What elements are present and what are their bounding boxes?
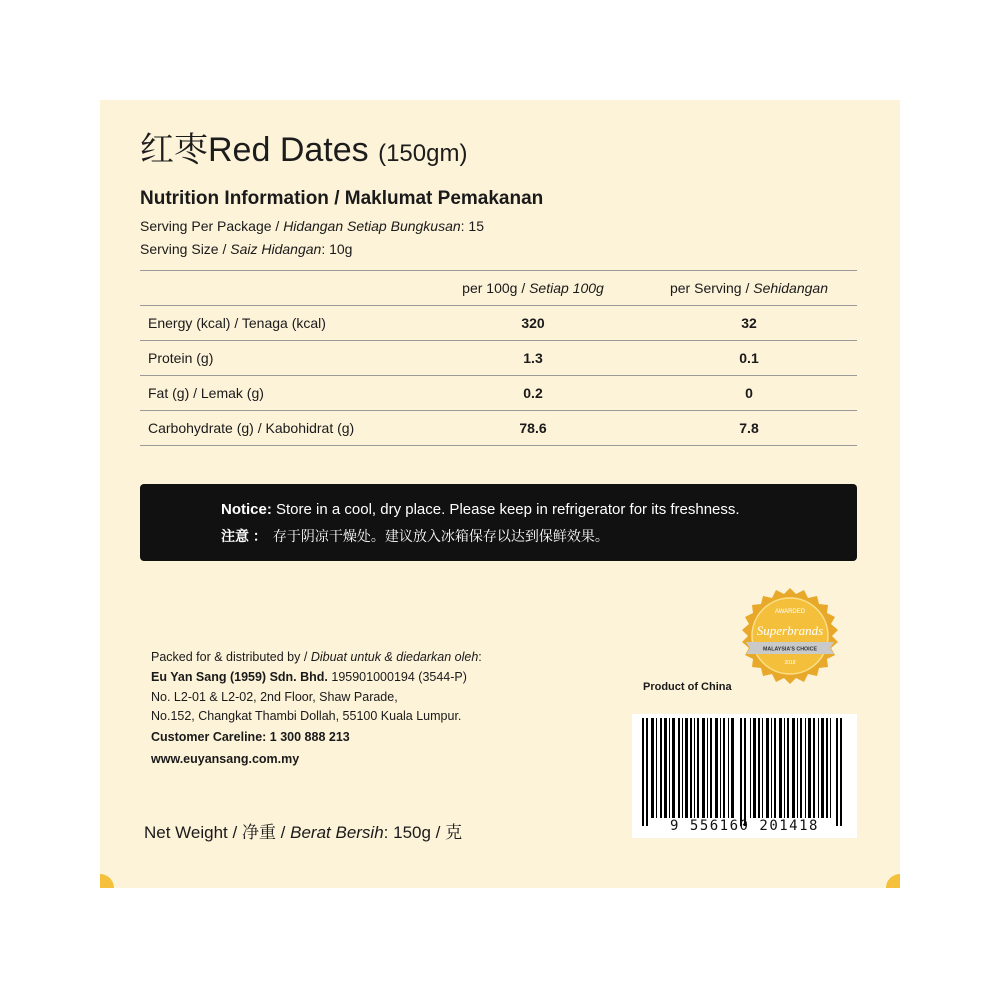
net-weight-label-ms: Berat Bersih (290, 823, 384, 842)
company-line (151, 670, 467, 684)
table-row (140, 306, 857, 341)
company-reg-no: 195901000194 (3544-P) (327, 670, 467, 684)
notice-sep-cn: ： (249, 528, 267, 544)
row-per-100g: 1.3 (425, 341, 641, 376)
product-label-panel (100, 100, 900, 888)
address-line-2: No.152, Changkat Thambi Dollah, 55100 Kuala Lumpur. (151, 709, 462, 723)
row-per-serving: 0.1 (641, 341, 857, 376)
notice-text-en: Store in a cool, dry place. Please keep in refrigerator for its freshness. (271, 501, 740, 518)
nutrition-heading: Nutrition Information / Maklumat Pemakanan (140, 188, 544, 209)
badge-top-text: AWARDED (774, 609, 806, 615)
badge-year-text: 2018 (784, 660, 796, 666)
badge-brand-text: Superbrands (756, 623, 824, 638)
row-per-serving: 32 (641, 306, 857, 341)
header-per-serving-ms: Sehidangan (753, 280, 828, 296)
serving-size-label: Serving Size / (140, 241, 231, 257)
packed-colon: : (478, 650, 482, 664)
customer-careline: Customer Careline: 1 300 888 213 (151, 730, 350, 744)
notice-label-en: Notice: (221, 501, 272, 518)
net-weight-label: Net Weight / 净重 / (144, 823, 291, 842)
nutrition-table (140, 270, 857, 446)
row-per-100g: 0.2 (425, 376, 641, 411)
header-per-100g (425, 271, 641, 306)
title-english: Red Dates (208, 131, 369, 169)
net-weight-value: : 150g / 克 (383, 823, 463, 842)
serving-per-package-label: Serving Per Package / (140, 218, 284, 234)
packed-label: Packed for & distributed by / (151, 650, 311, 664)
serving-per-package (140, 218, 484, 234)
table-row (140, 341, 857, 376)
superbrands-award-badge (740, 586, 840, 686)
barcode-number: 9 556160 201418 (670, 818, 819, 834)
notice-label-cn: 注意 (221, 528, 249, 544)
address-line-1: No. L2-01 & L2-02, 2nd Floor, Shaw Parade, (151, 690, 398, 704)
row-per-100g: 320 (425, 306, 641, 341)
company-name: Eu Yan Sang (1959) Sdn. Bhd. (151, 670, 328, 684)
title-weight: (150gm) (378, 140, 468, 167)
header-per-100g-en: per 100g / (462, 280, 530, 296)
corner-accent-right (886, 874, 900, 888)
website-link[interactable]: www.euyansang.com.my (151, 752, 300, 766)
notice-line-en (221, 501, 740, 518)
table-row (140, 411, 857, 446)
packed-by-line (151, 650, 482, 664)
row-per-serving: 0 (641, 376, 857, 411)
serving-size-label-ms: Saiz Hidangan (230, 241, 322, 257)
product-title (140, 122, 467, 171)
title-chinese: 红枣 (140, 131, 208, 169)
serving-size (140, 241, 352, 257)
notice-text-cn: 存于阴凉干燥处。建议放入冰箱保存以达到保鲜效果。 (272, 528, 609, 544)
header-blank (140, 271, 425, 306)
serving-per-package-label-ms: Hidangan Setiap Bungkusan (283, 218, 461, 234)
row-per-serving: 7.8 (641, 411, 857, 446)
row-per-100g: 78.6 (425, 411, 641, 446)
product-origin: Product of China (643, 681, 732, 693)
nutrition-table-header (140, 271, 857, 306)
notice-line-cn (221, 526, 609, 546)
header-per-100g-ms: Setiap 100g (529, 280, 604, 296)
net-weight (144, 818, 462, 843)
badge-ribbon-text: MALAYSIA'S CHOICE (762, 646, 818, 653)
row-label: Energy (kcal) / Tenaga (kcal) (140, 306, 425, 341)
row-label: Fat (g) / Lemak (g) (140, 376, 425, 411)
packed-label-ms: Dibuat untuk & diedarkan oleh (310, 650, 479, 664)
notice-box (140, 484, 857, 561)
row-label: Carbohydrate (g) / Kabohidrat (g) (140, 411, 425, 446)
row-label: Protein (g) (140, 341, 425, 376)
corner-accent-left (100, 874, 114, 888)
header-per-serving (641, 271, 857, 306)
serving-per-package-value: : 15 (460, 218, 485, 234)
serving-size-value: : 10g (321, 241, 353, 257)
header-per-serving-en: per Serving / (669, 280, 754, 296)
table-row (140, 376, 857, 411)
